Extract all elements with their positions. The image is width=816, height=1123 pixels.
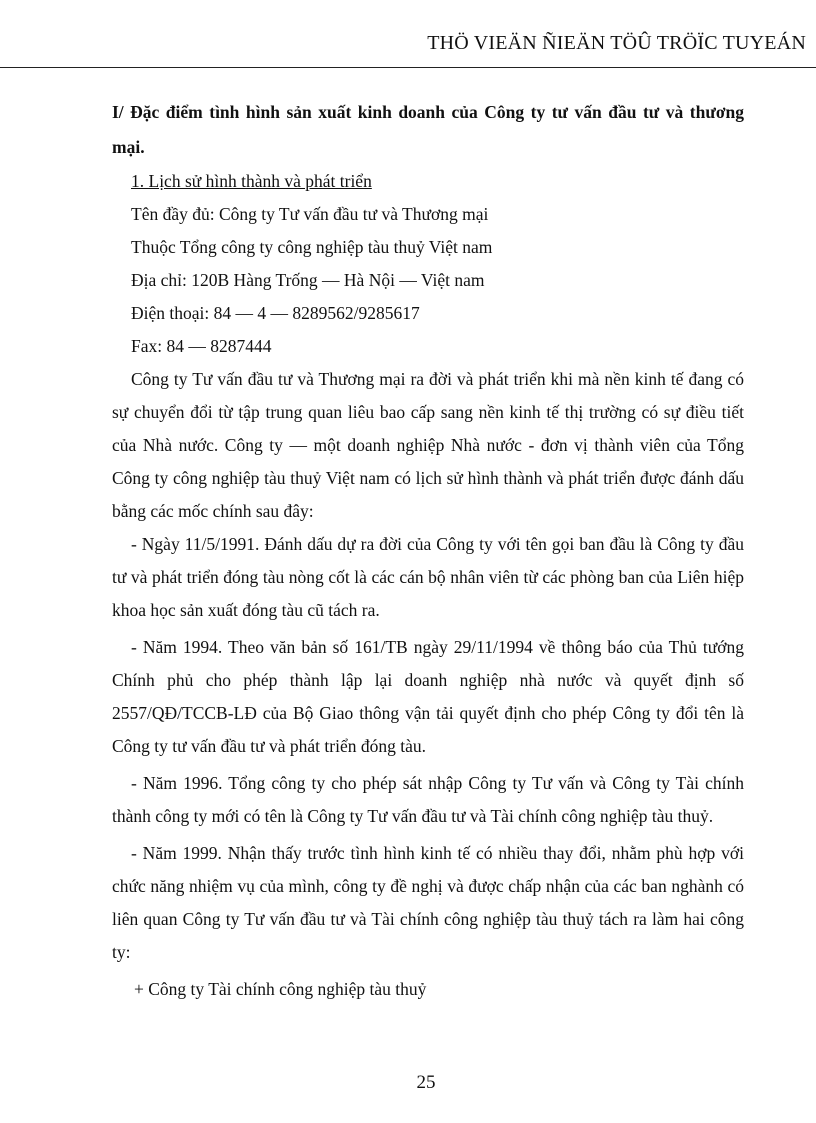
section-heading: I/ Đặc điểm tình hình sản xuất kinh doanh của Công ty tư vấn đầu tư và thương mại.	[112, 102, 744, 157]
info-address: Địa chỉ: 120B Hàng Trống — Hà Nội — Việt nam	[131, 270, 485, 290]
paragraph-1996: - Năm 1996. Tổng công ty cho phép sát nhập Công ty Tư vấn và Công ty Tài chính thành công ty mới có tên là Công ty Tư vấn đầu tư và Tài chính công nghiệp tàu thuỷ.	[112, 773, 744, 826]
list-item: + Công ty Tài chính công nghiệp tàu thuỷ	[134, 979, 427, 999]
document-body	[112, 95, 744, 1006]
running-header: THÖ VIEÄN ÑIEÄN TÖÛ TRÖÏC TUYEÁN	[427, 32, 806, 54]
page-number: 25	[416, 1072, 436, 1093]
info-phone: Điện thoại: 84 — 4 — 8289562/9285617	[131, 303, 420, 323]
paragraph-1999: - Năm 1999. Nhận thấy trước tình hình kinh tế có nhiều thay đổi, nhằm phù hợp với chức năng nhiệm vụ của mình, công ty đề nghị và được chấp nhận của các ban nghành có liên quan Công ty Tư vấn đầu tư và Tài chính công nghiệp tàu thuỷ tách ra làm hai công ty:	[112, 843, 744, 962]
paragraph-1994: - Năm 1994. Theo văn bản số 161/TB ngày 29/11/1994 về thông báo của Thủ tướng Chính phủ cho phép thành lập lại doanh nghiệp nhà nước và quyết định số 2557/QĐ/TCCB-LĐ của Bộ Giao thông vận tải quyết định cho phép Công ty đổi tên là Công ty tư vấn đầu tư và phát triển đóng tàu.	[112, 637, 744, 756]
info-parent-company: Thuộc Tổng công ty công nghiệp tàu thuỷ Việt nam	[131, 237, 493, 257]
paragraph-intro: Công ty Tư vấn đầu tư và Thương mại ra đời và phát triển khi mà nền kinh tế đang có sự chuyển đổi từ tập trung quan liêu bao cấp sang nền kinh tế thị trường có sự điều tiết của Nhà nước. Công ty — một doanh nghiệp Nhà nước - đơn vị thành viên của Tổng Công ty công nghiệp tàu thuỷ Việt nam có lịch sử hình thành và phát triển được đánh dấu bằng các mốc chính sau đây:	[112, 369, 744, 521]
subheading	[112, 165, 744, 198]
subheading-text: 1. Lịch sử hình thành và phát triển	[131, 171, 372, 191]
header-rule	[0, 67, 816, 68]
paragraph-1991: - Ngày 11/5/1991. Đánh dấu dự ra đời của Công ty với tên gọi ban đầu là Công ty đầu tư và phát triển đóng tàu nòng cốt là các cán bộ nhân viên từ các phòng ban của Liên hiệp khoa học sản xuất đóng tàu cũ tách ra.	[112, 534, 744, 620]
info-full-name: Tên đầy đủ: Công ty Tư vấn đầu tư và Thương mại	[131, 204, 489, 224]
info-fax: Fax: 84 — 8287444	[131, 336, 272, 356]
